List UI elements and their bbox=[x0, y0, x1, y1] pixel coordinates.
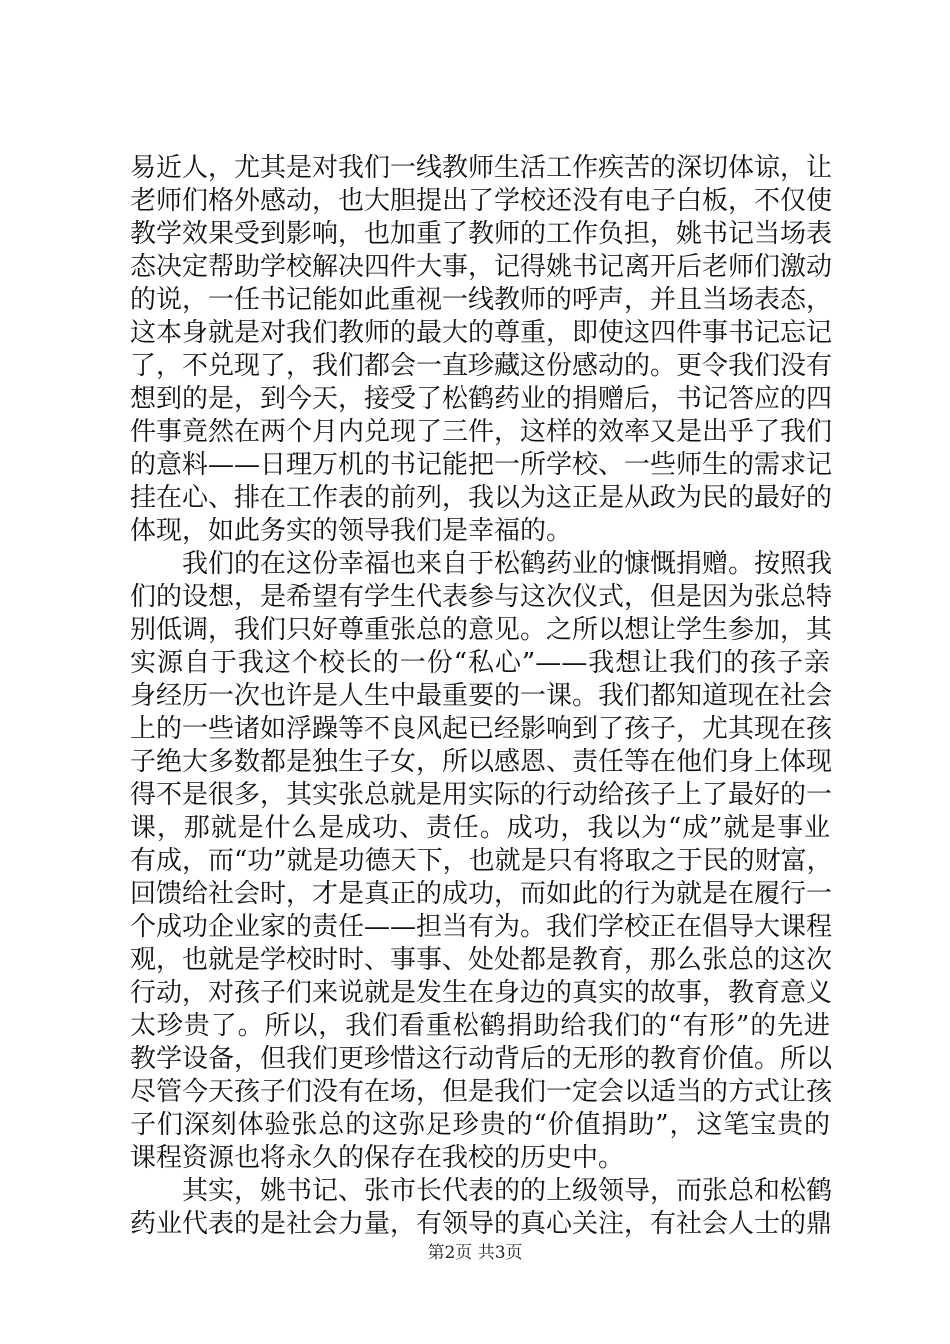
text-line: 个成功企业家的责任——担当有为。我们学校正在倡导大课程 bbox=[130, 912, 833, 942]
text-line: 身经历一次也许是人生中最重要的一课。我们都知道现在社会 bbox=[130, 681, 833, 711]
text-line: 这本身就是对我们教师的最大的尊重，即使这四件事书记忘记 bbox=[130, 318, 833, 348]
text-line: 别低调，我们只好尊重张总的意见。之所以想让学生参加，其 bbox=[130, 615, 833, 645]
paragraph bbox=[130, 152, 833, 548]
text-line: 行动，对孩子们来说就是发生在身边的真实的故事，教育意义 bbox=[130, 978, 833, 1008]
text-line: 挂在心、排在工作表的前列，我以为这正是从政为民的最好的 bbox=[130, 483, 833, 513]
text-line: 易近人，尤其是对我们一线教师生活工作疾苦的深切体谅，让 bbox=[130, 153, 833, 183]
text-line: 我们的在这份幸福也来自于松鹤药业的慷慨捐赠。按照我 bbox=[182, 549, 833, 579]
paragraph bbox=[130, 548, 833, 1175]
text-line: 的说，一任书记能如此重视一线教师的呼声，并且当场表态， bbox=[130, 285, 833, 315]
text-line: 们的设想，是希望有学生代表参与这次仪式，但是因为张总特 bbox=[130, 582, 833, 612]
text-line: 的意料——日理万机的书记能把一所学校、一些师生的需求记 bbox=[130, 450, 833, 480]
text-line: 件事竟然在两个月内兑现了三件，这样的效率又是出乎了我们 bbox=[130, 417, 833, 447]
text-line: 了，不兑现了，我们都会一直珍藏这份感动的。更令我们没有 bbox=[130, 351, 833, 381]
text-line: 老师们格外感动，也大胆提出了学校还没有电子白板，不仅使 bbox=[130, 186, 833, 216]
text-line: 子们深刻体验张总的这弥足珍贵的“价值捐助”，这笔宝贵的 bbox=[130, 1110, 830, 1140]
text-line: 观，也就是学校时时、事事、处处都是教育，那么张总的这次 bbox=[130, 945, 833, 975]
text-line: 教学效果受到影响，也加重了教师的工作负担，姚书记当场表 bbox=[130, 219, 833, 249]
page-footer: 第2页 共3页 bbox=[427, 1243, 523, 1263]
text-line: 教学设备，但我们更珍惜这行动背后的无形的教育价值。所以 bbox=[130, 1044, 833, 1074]
text-line: 太珍贵了。所以，我们看重松鹤捐助给我们的“有形”的先进 bbox=[130, 1011, 830, 1041]
body-text bbox=[130, 152, 833, 1241]
text-line: 课程资源也将永久的保存在我校的历史中。 bbox=[130, 1143, 625, 1173]
text-line: 回馈给社会时，才是真正的成功，而如此的行为就是在履行一 bbox=[130, 879, 833, 909]
text-line: 药业代表的是社会力量，有领导的真心关注，有社会人士的鼎 bbox=[130, 1209, 833, 1239]
text-line: 课，那就是什么是成功、责任。成功，我以为“成”就是事业 bbox=[130, 813, 830, 843]
text-line: 得不是很多，其实张总就是用实际的行动给孩子上了最好的一 bbox=[130, 780, 833, 810]
text-line: 体现，如此务实的领导我们是幸福的。 bbox=[130, 516, 573, 546]
text-line: 态决定帮助学校解决四件大事，记得姚书记离开后老师们激动 bbox=[130, 252, 833, 282]
text-line: 子绝大多数都是独生子女，所以感恩、责任等在他们身上体现 bbox=[130, 747, 833, 777]
text-line: 上的一些诸如浮躁等不良风起已经影响到了孩子，尤其现在孩 bbox=[130, 714, 833, 744]
text-line: 有成，而“功”就是功德天下，也就是只有将取之于民的财富， bbox=[130, 846, 833, 876]
text-line: 其实，姚书记、张市长代表的的上级领导，而张总和松鹤 bbox=[182, 1176, 833, 1206]
text-line: 尽管今天孩子们没有在场，但是我们一定会以适当的方式让孩 bbox=[130, 1077, 833, 1107]
paragraph bbox=[130, 1175, 833, 1241]
text-line: 想到的是，到今天，接受了松鹤药业的捐赠后，书记答应的四 bbox=[130, 384, 833, 414]
text-line: 实源自于我这个校长的一份“私心”——我想让我们的孩子亲 bbox=[130, 648, 830, 678]
